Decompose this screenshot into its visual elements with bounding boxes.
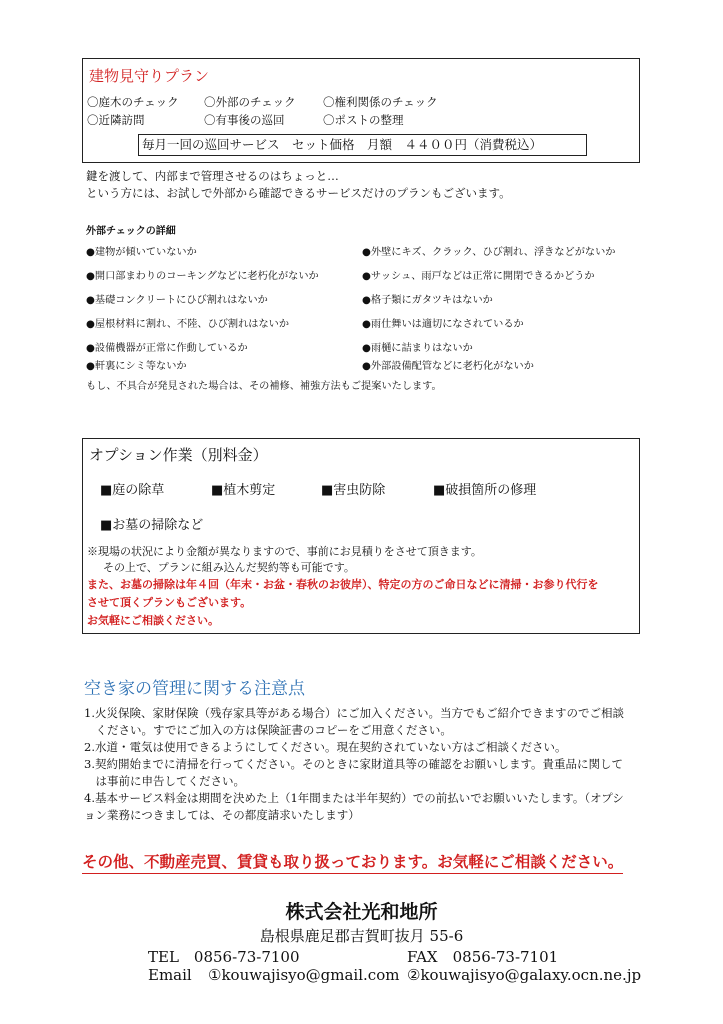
caution-line: ください。すでにご加入の方は保険証書のコピーをご用意ください。 (84, 723, 452, 737)
plan-option: 〇庭木のチェック (87, 95, 179, 109)
intro-line: という方には、お試しで外部から確認できるサービスだけのプランもございます。 (86, 186, 511, 200)
email-link[interactable]: ①kouwajisyo@gmail.com (208, 966, 400, 984)
options-box (82, 438, 640, 634)
plan-option: 〇近隣訪問 (87, 113, 145, 127)
check-item: ●軒裏にシミ等ないか (86, 361, 187, 372)
email-link[interactable]: ②kouwajisyo@galaxy.ocn.ne.jp (407, 966, 642, 984)
check-item: ●建物が傾いていないか (86, 247, 197, 258)
option-item: ■害虫防除 (321, 483, 386, 498)
check-item: ●格子類にガタツキはないか (362, 295, 493, 306)
fax-number: FAX 0856-73-7101 (407, 948, 559, 966)
plan-option: 〇ポストの整理 (323, 113, 404, 127)
check-item: ●雨仕舞いは適切になされているか (362, 319, 524, 330)
plan-option: 〇権利関係のチェック (323, 95, 438, 109)
options-title: オプション作業（別料金） (89, 446, 268, 464)
options-note: ※現場の状況により金額が異なりますので、事前にお見積りをさせて頂きます。 (87, 545, 482, 558)
caution-line: ョン業務につきましては、その都度請求いたします） (84, 808, 360, 822)
contact-banner: その他、不動産売買、賃貸も取り扱っております。お気軽にご相談ください。 (82, 850, 623, 874)
options-red-note: お気軽にご相談ください。 (87, 614, 219, 627)
check-item: ●外壁にキズ、クラック、ひび割れ、浮きなどがないか (362, 247, 616, 258)
plan-option: 〇外部のチェック (204, 95, 296, 109)
exterior-heading: 外部チェックの詳細 (86, 226, 176, 237)
plan-option: 〇有事後の巡回 (204, 113, 285, 127)
option-item: ■お墓の掃除など (100, 518, 204, 533)
check-item: ●屋根材料に割れ、不陸、ひび割れはないか (86, 319, 290, 330)
service-price-line: 毎月一回の巡回サービス セット価格 月額 ４４００円（消費税込） (138, 134, 587, 156)
tel-number: TEL 0856-73-7100 (148, 948, 300, 966)
company-name: 株式会社光和地所 (285, 901, 438, 923)
plan-box (82, 58, 640, 163)
caution-line: は事前に申告してください。 (84, 774, 245, 788)
check-item: ●設備機器が正常に作動しているか (86, 343, 248, 354)
email-label: Email (148, 966, 192, 984)
plan-title: 建物見守りプラン (89, 67, 210, 85)
caution-title: 空き家の管理に関する注意点 (84, 679, 305, 699)
intro-line: 鍵を渡して、内部まで管理させるのはちょっと… (86, 169, 339, 183)
options-red-note: また、お墓の掃除は年４回（年末・お盆・春秋のお彼岸）、特定の方のご命日などに清掃・お参り代行を (87, 578, 599, 591)
check-item: ●雨樋に詰まりはないか (362, 343, 473, 354)
caution-line: 2.水道・電気は使用できるようにしてください。現在契約されていない方はご相談ください。 (84, 740, 567, 754)
options-note: その上で、プランに組み込んだ契約等も可能です。 (103, 561, 355, 574)
options-red-note: させて頂くプランもございます。 (87, 596, 252, 609)
check-item: ●サッシュ、雨戸などは正常に開閉できるかどうか (362, 271, 595, 282)
option-item: ■破損箇所の修理 (433, 483, 537, 498)
caution-line: 3.契約開始までに清掃を行ってください。そのときに家財道具等の確認をお願いします。貴重品に関して (84, 757, 624, 771)
company-address: 島根県鹿足郡吉賀町抜月 55-6 (259, 927, 464, 945)
check-item: ●外部設備配管などに老朽化がないか (362, 361, 534, 372)
option-item: ■庭の除草 (100, 483, 165, 498)
option-item: ■植木剪定 (211, 483, 276, 498)
caution-line: 4.基本サービス料金は期間を決めた上（1年間または半年契約）での前払いでお願いいたします。（オプシ (84, 791, 624, 805)
check-item: ●基礎コンクリートにひび割れはないか (86, 295, 268, 306)
check-item: ●開口部まわりのコーキングなどに老朽化がないか (86, 271, 319, 282)
caution-line: 1.火災保険、家財保険（残存家具等がある場合）にご加入ください。当方でもご紹介できますのでご相談 (84, 706, 624, 720)
exterior-footer: もし、不具合が発見された場合は、その補修、補強方法もご提案いたします。 (86, 381, 442, 392)
